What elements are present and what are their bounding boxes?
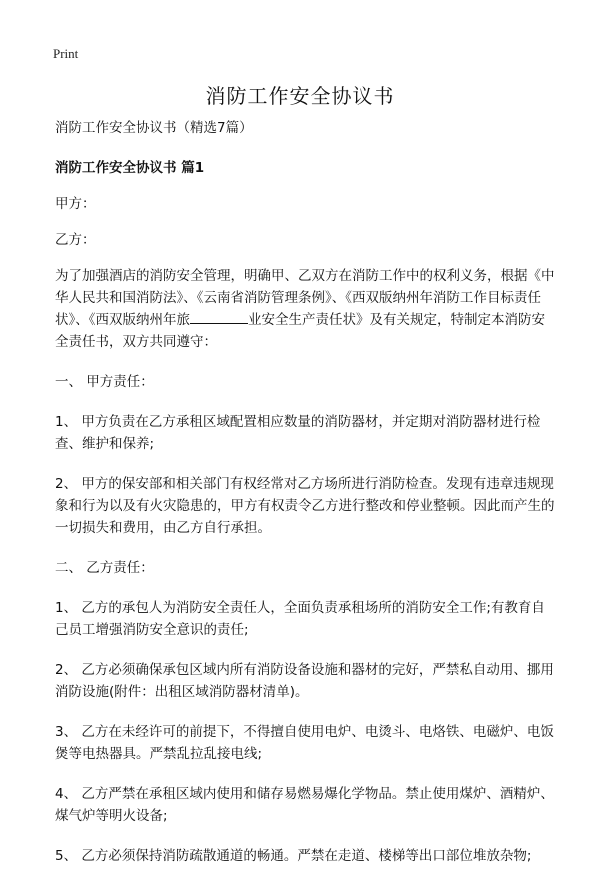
document-title: 消防工作安全协议书 <box>205 84 395 108</box>
party-b-item-3: 3、 乙方在未经许可的前提下，不得擅自使用电炉、电烫斗、电烙铁、电磁炉、电饭煲等电热器具。严禁乱拉乱接电线; <box>55 724 554 762</box>
party-b-item-5: 5、 乙方必须保持消防疏散通道的畅通。严禁在走道、楼梯等出口部位堆放杂物; <box>55 848 532 864</box>
intro-text-part2: 业安全生产责任状》及有关规定，特制定本消防安全责任书，双方共同遵守： <box>55 312 545 350</box>
party-a-label: 甲方： <box>55 196 96 212</box>
party-a-item-1: 1、 甲方负责在乙方承租区域配置相应数量的消防器材，并定期对消防器材进行检查、维护和保养; <box>55 414 541 452</box>
party-a-responsibilities-heading: 一、 甲方责任： <box>55 374 154 390</box>
party-b-label: 乙方： <box>55 232 96 248</box>
document-body <box>55 117 555 885</box>
party-b-responsibilities-heading: 二、 乙方责任： <box>55 560 154 576</box>
party-b-item-4: 4、 乙方严禁在承租区域内使用和储存易燃易爆化学物品。禁止使用煤炉、酒精炉、煤气炉等明火设备; <box>55 786 554 824</box>
party-b-item-1: 1、 乙方的承包人为消防安全责任人，全面负责承租场所的消防安全工作;有教育自己员工增强消防安全意识的责任; <box>55 600 545 638</box>
intro-text-part1: 为了加强酒店的消防安全管理，明确甲、乙双方在消防工作中的权利义务，根据《中华人民共和国消防法》、《云南省消防管理条例》、《西双版纳州年消防工作目标责任状》、《西双版纳州年旅 <box>55 268 555 328</box>
print-link[interactable]: Print <box>53 46 79 61</box>
party-b-item-2: 2、 乙方必须确保承包区域内所有消防设备设施和器材的完好，严禁私自动用、挪用消防设施(附件：出租区域消防器材清单)。 <box>55 662 554 700</box>
section-heading: 消防工作安全协议书 篇1 <box>55 160 205 176</box>
document-subtitle: 消防工作安全协议书（精选7篇） <box>55 120 253 136</box>
party-a-item-2: 2、 甲方的保安部和相关部门有权经常对乙方场所进行消防检查。发现有违章违规现象和行为以及有火灾隐患的，甲方有权责令乙方进行整改和停业整顿。因此而产生的一切损失和费用，由乙方自行承担。 <box>55 476 555 536</box>
intro-paragraph <box>55 265 555 353</box>
blank-underline <box>190 309 248 324</box>
